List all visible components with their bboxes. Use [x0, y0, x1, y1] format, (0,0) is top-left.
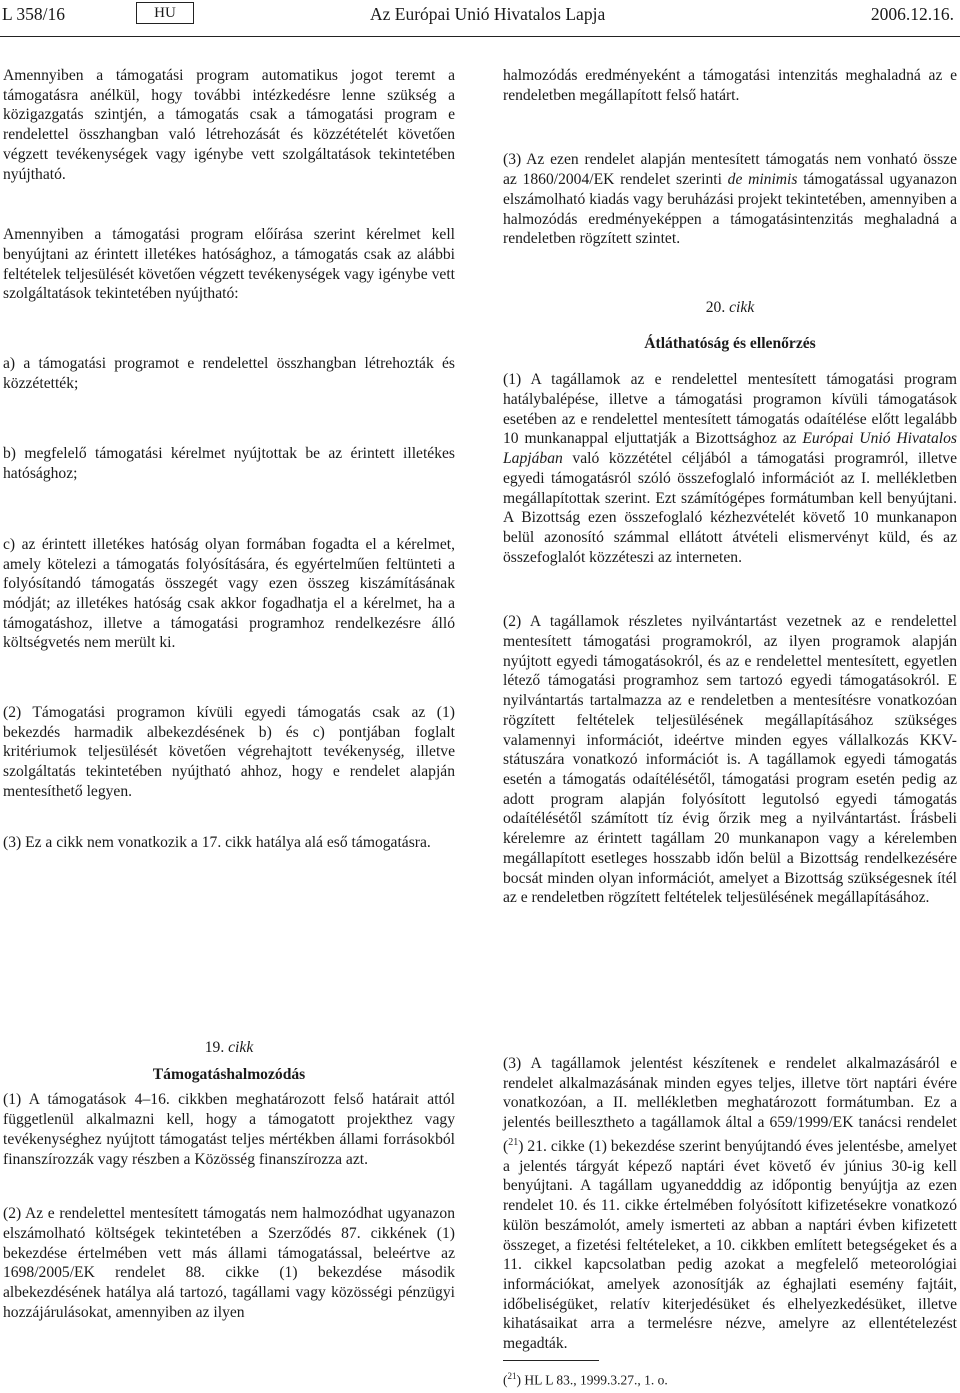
paragraph: (1) A támogatások 4–16. cikkben meghatározott felső határait attól függetlenül alkalmazni kell, hogy a támogatott projekthez vagy tevékenységhez nyújtott támogatást teljes mértékben állami forrásokból finanszírozzák vagy részben a Közösség finanszírozza azt.	[3, 1091, 455, 1168]
article-heading: 20. cikk	[705, 298, 755, 316]
right-column-bottom	[503, 1054, 957, 1354]
header-rule	[0, 36, 960, 37]
language-box: HU	[136, 2, 194, 24]
paragraph: (3) Ez a cikk nem vonatkozik a 17. cikk hatálya alá eső támogatásra.	[3, 833, 431, 851]
list-item-c: c) az érintett illetékes hatóság olyan formában fogadta el a kérelmet, amely kötelezi a támogatás folyósítására, és egyértelműen feltünteti a folyósítandó támogatás összegét vagy ezen összeg kiszámításának módját; az illetékes hatóság csak akkor fogadhatja el a kérelmet, ha a támogatáshoz, illetve a támogatási programhoz rendelkezésre álló költségvetés nem merült ki.	[3, 535, 455, 652]
page-reference: L 358/16	[2, 4, 66, 24]
right-column-top	[503, 66, 957, 908]
paragraph: (3) A tagállamok jelentést készítenek e rendelet alkalmazásáról e rendelet alkalmazásának minden egyes teljes, illetve tört naptári évére vonatkozóan, a II. mellékletben meghatározott formátumban. Ez a jelentés beillesztheto a tagállamok által a 659/1999/EK tanácsi rendelet ($^{21}$) 21. cikke (1) bekezdése szerint benyújtandó éves jelentésbe, amelyet a jelentés tárgyát képező naptári évet követő év június 30-ig kell benyújtani. A tagállam ugyanedddig az időpontig benyújtja az ezen rendelet 10. és 11. cikke értelmében folyósított kifizetésekre vonatkozó külön beszámolót, amely ismerteti az abban a naptári évben kifizetett összeget, a fizetési feltételeket, a 10. cikkben említett betegségeket és a 11. cikkel kapcsolatban pedig azokat a megfelelő meteorológiai információkat, amelyek azonosítják az éghajlati esemény fajtáit, időbeliségüket, relatív kiterjedésüket és elhelyezkedésüket, illetve kihatásaikat arra a termelésre nézve, amelyre az ellentételezést megadták.	[503, 1055, 957, 1353]
article-title: Támogatáshalmozódás	[152, 1065, 306, 1083]
journal-title: Az Európai Unió Hivatalos Lapja	[370, 4, 606, 24]
footnote: ($^{21}$) HL L 83., 1999.3.27., 1. o.	[503, 1371, 668, 1388]
list-item-b: b) megfelelő támogatási kérelmet nyújtottak be az érintett illetékes hatósághoz;	[3, 445, 455, 483]
footnote-ref: 21	[508, 1136, 519, 1148]
footnote-rule	[503, 1360, 599, 1361]
left-column-bottom	[3, 1038, 455, 1322]
list-item-a: a) a támogatási programot e rendelettel összhangban létrehozták és közzétették;	[3, 355, 455, 392]
paragraph: (3) Az ezen rendelet alapján mentesített támogatás nem vonható össze az 1860/2004/EK rendelet szerinti de minimis támogatással ugyanazon elszámolható kiadás vagy beruházási projekt tekintetében, amennyiben a halmozódás eredményeképpen a támogatásintenzitás meghaladná a rendeletben rögzített szintet.	[503, 151, 957, 248]
publication-date: 2006.12.16.	[870, 4, 954, 24]
paragraph: halmozódás eredményeként a támogatási intenzitás meghaladná az e rendeletben megállapított felső határt.	[503, 67, 957, 104]
paragraph: Amennyiben a támogatási program automatikus jogot teremt a támogatásra anélkül, hogy további intézkedésre lenne szükség a közigazgatás szintjén, a támogatás csak a támogatási program e rendelettel összhangban való létrehozását és közzétételét követően végzett tevékenységek vagy igénybe vett szolgáltatások tekintetében nyújtható.	[3, 67, 455, 183]
paragraph: (1) A tagállamok az e rendelettel mentesített támogatási program hatálybalépése, illetve a támogatási programon kívüli támogatások esetében az e rendelettel mentesített támogatás odaítélése előtt legalább 10 munkanappal eljuttatják a Bizottsághoz az Európai Unió Hivatalos Lapjában való közzététel céljából a támogatási programról, illetve egyedi támogatásról szóló összefoglaló információt az I. mellékletben megállapítottak szerint. Ezt számítógépes formátumban kell benyújtani. A Bizottság ezen összefoglaló kézhezvételét követő 10 munkanapon belül azonosító számmal ellátott átvételi elismervényt küld, és az összefoglalót közzéteszi az interneten.	[503, 371, 958, 566]
paragraph: (2) A tagállamok részletes nyilvántartást vezetnek az e rendelettel mentesített támogatási programokról, az ilyen programok alapján nyújtott egyedi támogatásokról, és az e rendelettel mentesített, egyetlen létező támogatási programhoz sem tartozó egyedi támogatásokról. E nyilvántartás tartalmazza az e rendeletben a mentesítésre vonatkozóan rögzített feltételek teljesülésének megállapításához szükséges valamennyi információt, ideértve minden egyes vállalkozás KKV-státuszára vonatkozó információt is. A tagállamok egyedi támogatás esetén a támogatás odaítélésétől, támogatási program esetén pedig az adott program alapján folyósított legutolsó egyedi támogatás odaítélésétől számított tíz évig őrzik meg a nyilvántartást. Írásbeli kérelemre az érintett tagállam 20 munkanapon vagy a kérelemben megállapított esetleges hosszabb időn belül a Bizottság rendelkezésére bocsát minden olyan információt, amelyet a Bizottság szükségesnek ítél az e rendeletben rögzített feltételek teljesülésének megállapításához.	[503, 613, 957, 907]
article-title: Átláthatóság és ellenőrzés	[644, 334, 816, 352]
page-header	[0, 2, 960, 26]
paragraph: (2) Az e rendelettel mentesített támogatás nem halmozódhat ugyanazon elszámolható költségek tekintetében a Szerződés 87. cikkének (1) bekezdése értelmében vett más állami támogatással, beleértve az 1698/2005/EK rendelet 88. cikke (1) bekezdése második albekezdésének hatálya alá tartozó, tagállami vagy közösségi pénzügyi hozzájárulásokat, amennyiben az ilyen	[3, 1205, 455, 1321]
paragraph: (2) Támogatási programon kívüli egyedi támogatás csak az (1) bekezdés harmadik albekezdésének b) és c) pontjában foglalt kritériumok teljesülését követően végrehajtott tevékenység, illetve szolgáltatás tekintetében nyújtható ahhoz, hogy e rendelet alapján mentesíthető legyen.	[3, 704, 455, 800]
article-heading: 19. cikk	[204, 1039, 254, 1056]
paragraph: Amennyiben a támogatási program előírása szerint kérelmet kell benyújtani az érintett illetékes hatósághoz, a támogatás csak az alábbi feltételek teljesülését követően végzett tevékenységek vagy igénybe vett szolgáltatások tekintetében nyújtható:	[3, 226, 455, 303]
left-column-top	[3, 66, 455, 852]
